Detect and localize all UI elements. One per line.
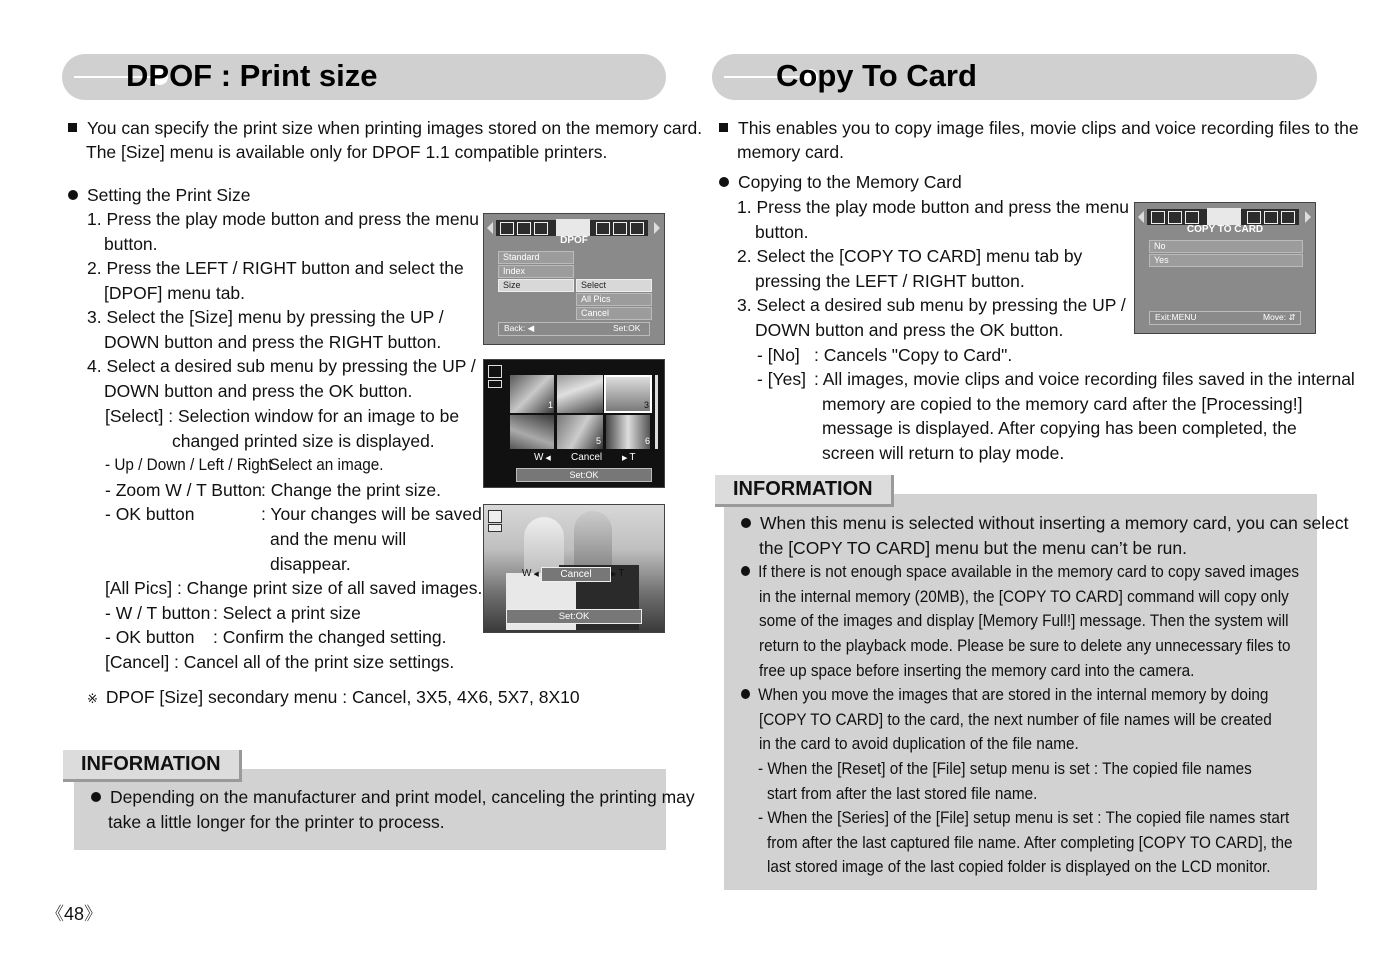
- thumbnail-number: 6: [645, 436, 651, 446]
- yes-label: - [Yes]: [757, 369, 806, 389]
- step-line: 3. Select the [Size] menu by pressing the UP /: [87, 307, 444, 327]
- step-line: DOWN button and press the OK button.: [104, 381, 413, 401]
- tab-icon: [1264, 211, 1278, 224]
- ok-desc: : Your changes will be saved: [261, 504, 482, 524]
- playback-icon: [488, 365, 502, 378]
- left-arrow-icon: [1138, 211, 1144, 223]
- wt-label: - W / T button: [105, 603, 211, 623]
- cancel-desc: [Cancel] : Cancel all of the print size settings.: [105, 652, 455, 672]
- right-triangle-icon: ▶: [611, 571, 619, 578]
- info-line: take a little longer for the printer to process.: [108, 812, 445, 832]
- ok2-desc: : Confirm the changed setting.: [213, 627, 447, 647]
- info-title: INFORMATION: [63, 750, 242, 782]
- info-line: When you move the images that are stored in the internal memory by doing: [741, 683, 1268, 708]
- thumbnail-photo: [557, 375, 603, 413]
- dpof-tab-icon: [556, 219, 590, 236]
- print-size-value: Cancel: [541, 567, 611, 582]
- step-line: 1. Press the play mode button and press the menu: [737, 197, 1130, 217]
- tab-icon: [1168, 211, 1182, 224]
- yes-desc: screen will return to play mode.: [822, 443, 1065, 463]
- set-ok-label: Set:OK: [613, 323, 641, 333]
- set-ok-label: Set:OK: [516, 468, 652, 482]
- copy-tab-icon: [1207, 208, 1241, 225]
- menu-tab-label: DPOF: [560, 235, 588, 246]
- right-triangle-icon: ▶: [622, 455, 630, 462]
- intro-line: You can specify the print size when printing images stored on the memory card.: [68, 116, 702, 141]
- right-arrow-icon: [654, 222, 660, 234]
- tab-icon: [534, 222, 548, 235]
- square-bullet-icon: [719, 123, 728, 132]
- left-arrow-icon: [487, 222, 493, 234]
- up-down-arrow-icon: ⇵: [1286, 312, 1296, 322]
- step-line: 3. Select a desired sub menu by pressing the UP /: [737, 295, 1126, 315]
- page-number: 《48》: [46, 904, 103, 924]
- info-line: Depending on the manufacturer and print model, canceling the printing may: [91, 785, 695, 810]
- updown-label: - Up / Down / Left / Right: [105, 455, 273, 474]
- battery-icon: [488, 380, 502, 388]
- menu-tab-label: COPY TO CARD: [1186, 224, 1264, 235]
- right-title-bar: [712, 54, 1317, 100]
- left-title-bar: [62, 54, 666, 100]
- yes-desc: : All images, movie clips and voice recording files saved in the internal: [814, 369, 1355, 389]
- dpof-menu-screen: [483, 213, 665, 345]
- intro-line: This enables you to copy image files, movie clips and voice recording files to the: [719, 116, 1359, 141]
- step-line: 2. Press the LEFT / RIGHT button and select the: [87, 258, 464, 278]
- info-line: If there is not enough space available in the memory card to copy saved images: [741, 560, 1299, 585]
- info-sub-line: from after the last captured file name. After completing [COPY TO CARD], the: [767, 833, 1293, 852]
- step-line: [DPOF] menu tab.: [104, 283, 246, 303]
- step-line: button.: [755, 222, 809, 242]
- bullet-icon: [91, 792, 101, 802]
- yes-desc: memory are copied to the memory card after the [Processing!]: [822, 394, 1303, 414]
- zoom-t-label: ▶ T: [622, 452, 636, 463]
- info-sub-line: - When the [Series] of the [File] setup menu is set : The copied file names start: [758, 808, 1290, 827]
- ok2-label: - OK button: [105, 627, 195, 647]
- back-label: Back: ◀: [504, 323, 535, 333]
- right-arrow-icon: [1305, 211, 1311, 223]
- step-line: 1. Press the play mode button and press the menu: [87, 209, 480, 229]
- page-title: Copy To Card: [776, 58, 977, 93]
- reference-mark-icon: ※: [87, 691, 98, 706]
- info-line: free up space before inserting the memory card into the camera.: [759, 661, 1195, 680]
- zoom-t-label: ▶ T: [611, 568, 625, 579]
- info-sub-line: - When the [Reset] of the [File] setup menu is set : The copied file names: [758, 759, 1252, 778]
- zoom-w-label: W ◀: [534, 452, 551, 463]
- left-triangle-icon: ◀: [543, 455, 551, 462]
- zoom-desc: : Change the print size.: [261, 480, 441, 500]
- single-image-screen: [483, 504, 665, 633]
- note-line: ※ DPOF [Size] secondary menu : Cancel, 3X5, 4X6, 5X7, 8X10: [87, 687, 580, 707]
- info-line: in the internal memory (20MB), the [COPY TO CARD] command will copy only: [759, 587, 1289, 606]
- no-label: - [No]: [757, 345, 800, 365]
- battery-icon: [488, 524, 502, 532]
- left-triangle-icon: ◀: [525, 323, 535, 333]
- intro-line: The [Size] menu is available only for DPOF 1.1 compatible printers.: [86, 142, 608, 162]
- thumbnail-number: 3: [644, 400, 650, 410]
- section-heading: Copying to the Memory Card: [719, 170, 962, 195]
- left-triangle-icon: ◀: [531, 571, 539, 578]
- menu-item: No: [1149, 240, 1303, 253]
- select-desc: [Select] : Selection window for an image to be: [105, 406, 460, 426]
- thumbnail-number: 5: [596, 436, 602, 446]
- step-line: pressing the LEFT / RIGHT button.: [755, 271, 1025, 291]
- zoom-w-label: W ◀: [522, 568, 539, 579]
- move-label: Move: ⇵: [1263, 312, 1296, 322]
- menu-item-selected: Size: [498, 279, 574, 292]
- image-select-screen: [483, 359, 665, 488]
- sub-menu-item: All Pics: [576, 293, 652, 306]
- sub-menu-item: Cancel: [576, 307, 652, 320]
- tab-icon: [1281, 211, 1295, 224]
- menu-item: Index: [498, 265, 574, 278]
- info-line: When this menu is selected without inserting a memory card, you can select: [741, 511, 1348, 536]
- bullet-icon: [741, 518, 751, 528]
- playback-icon: [488, 510, 502, 523]
- step-line: button.: [104, 234, 158, 254]
- scroll-bar: [655, 375, 658, 449]
- tab-icon: [500, 222, 514, 235]
- tab-icon: [1185, 211, 1199, 224]
- info-line: [COPY TO CARD] to the card, the next number of file names will be created: [759, 710, 1272, 729]
- thumbnail-number: 1: [548, 400, 554, 410]
- info-line: some of the images and display [Memory Full!] message. Then the system will: [759, 611, 1289, 630]
- bullet-icon: [719, 177, 729, 187]
- no-desc: : Cancels "Copy to Card".: [814, 345, 1013, 365]
- bullet-icon: [741, 566, 750, 576]
- thumbnail-photo: [510, 415, 554, 449]
- info-sub-line: last stored image of the last copied folder is displayed on the LCD monitor.: [767, 857, 1271, 876]
- tab-icon: [630, 222, 644, 235]
- zoom-label: - Zoom W / T Button: [105, 480, 262, 500]
- bullet-icon: [741, 689, 750, 699]
- print-size-value: Cancel: [571, 452, 603, 463]
- menu-item: Standard: [498, 251, 574, 264]
- step-line: DOWN button and press the OK button.: [755, 320, 1064, 340]
- tab-icon: [613, 222, 627, 235]
- tab-icon: [517, 222, 531, 235]
- sub-menu-item-selected: Select: [576, 279, 652, 292]
- step-line: DOWN button and press the RIGHT button.: [104, 332, 442, 352]
- step-line: 4. Select a desired sub menu by pressing the UP /: [87, 356, 476, 376]
- updown-desc: : Select an image.: [261, 455, 384, 474]
- ok-desc: disappear.: [270, 554, 351, 574]
- page-title: DPOF : Print size: [126, 58, 378, 93]
- copy-to-card-screen: [1134, 202, 1316, 334]
- section-heading: Setting the Print Size: [68, 183, 250, 208]
- info-line: return to the playback mode. Please be sure to delete any unnecessary files to: [759, 636, 1291, 655]
- info-line: the [COPY TO CARD] menu but the menu can’t be run.: [759, 538, 1187, 558]
- info-line: in the card to avoid duplication of the file name.: [759, 734, 1079, 753]
- bullet-icon: [68, 190, 78, 200]
- step-line: 2. Select the [COPY TO CARD] menu tab by: [737, 246, 1083, 266]
- intro-line: memory card.: [737, 142, 844, 162]
- wt-desc: : Select a print size: [213, 603, 361, 623]
- ok-desc: and the menu will: [270, 529, 407, 549]
- menu-item: Yes: [1149, 254, 1303, 267]
- groom-photo: [574, 511, 612, 569]
- set-ok-label: Set:OK: [506, 609, 642, 624]
- tab-icon: [596, 222, 610, 235]
- info-title: INFORMATION: [715, 475, 894, 507]
- allpics-desc: [All Pics] : Change print size of all saved images.: [105, 578, 483, 598]
- ok-label: - OK button: [105, 504, 195, 524]
- select-desc: changed printed size is displayed.: [172, 431, 435, 451]
- info-sub-line: start from after the last stored file name.: [767, 784, 1038, 803]
- exit-menu-label: Exit:MENU: [1155, 312, 1197, 322]
- tab-icon: [1247, 211, 1261, 224]
- thumbnail-photo: [606, 415, 650, 449]
- yes-desc: message is displayed. After copying has been completed, the: [822, 418, 1297, 438]
- square-bullet-icon: [68, 123, 77, 132]
- tab-icon: [1151, 211, 1165, 224]
